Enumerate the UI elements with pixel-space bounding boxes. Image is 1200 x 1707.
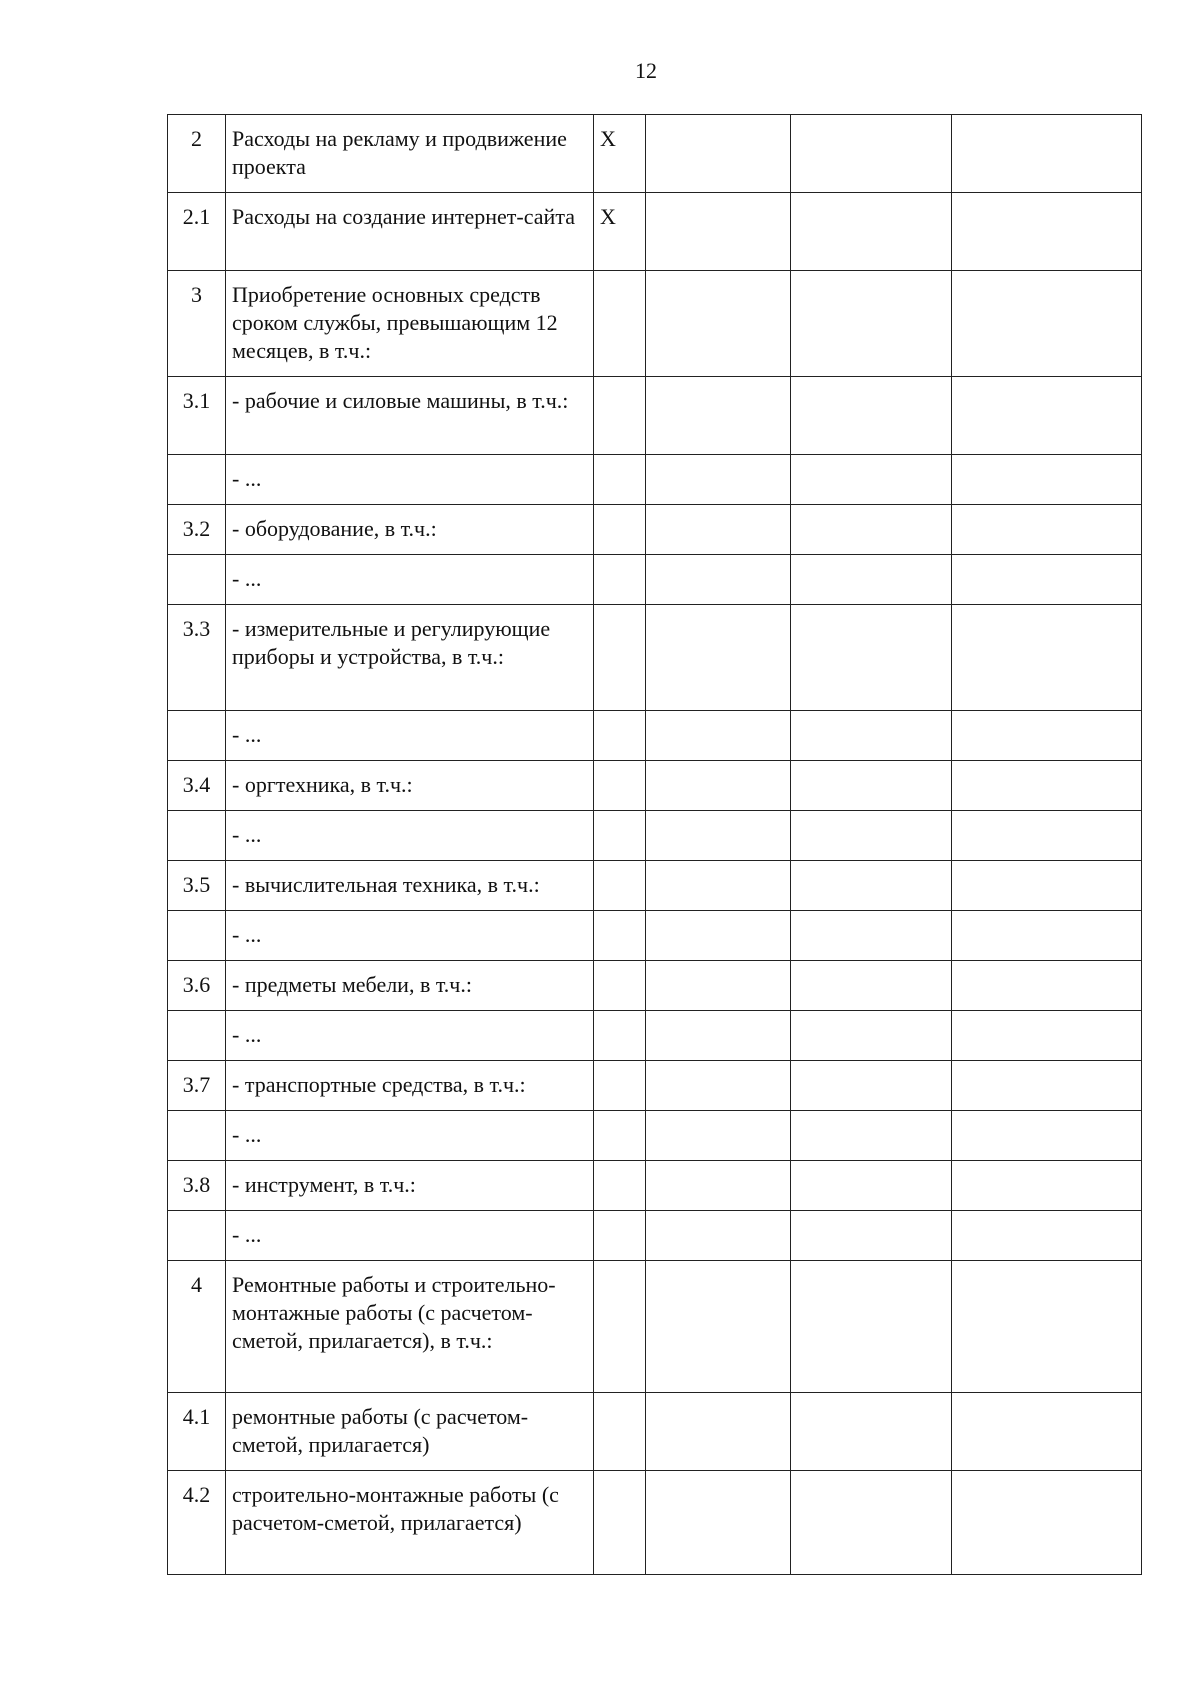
- table-row: [168, 961, 1142, 1011]
- empty-cell: [646, 711, 791, 761]
- row-number-cell: 3.2: [168, 505, 226, 555]
- empty-cell: [646, 1261, 791, 1393]
- empty-cell: [952, 1111, 1142, 1161]
- row-mark-cell: [594, 711, 646, 761]
- empty-cell: [791, 861, 952, 911]
- table-row: [168, 605, 1142, 711]
- empty-cell: [646, 115, 791, 193]
- table-row: [168, 1061, 1142, 1111]
- empty-cell: [791, 711, 952, 761]
- empty-cell: [791, 811, 952, 861]
- empty-cell: [952, 1011, 1142, 1061]
- empty-cell: [791, 1061, 952, 1111]
- empty-cell: [646, 193, 791, 271]
- empty-cell: [952, 861, 1142, 911]
- row-mark-cell: X: [594, 115, 646, 193]
- row-number-cell: [168, 1211, 226, 1261]
- row-mark-cell: [594, 1111, 646, 1161]
- empty-cell: [952, 193, 1142, 271]
- table-row: [168, 455, 1142, 505]
- row-mark-cell: [594, 605, 646, 711]
- row-mark-cell: [594, 861, 646, 911]
- row-number-cell: 3.4: [168, 761, 226, 811]
- row-number-cell: 3: [168, 271, 226, 377]
- empty-cell: [952, 505, 1142, 555]
- empty-cell: [791, 1011, 952, 1061]
- row-number-cell: [168, 555, 226, 605]
- row-number-cell: 3.3: [168, 605, 226, 711]
- table-row: [168, 1261, 1142, 1393]
- empty-cell: [646, 761, 791, 811]
- row-mark-cell: [594, 761, 646, 811]
- empty-cell: [952, 377, 1142, 455]
- row-description-cell: - рабочие и силовые машины, в т.ч.:: [226, 377, 594, 455]
- empty-cell: [646, 271, 791, 377]
- empty-cell: [952, 1393, 1142, 1471]
- empty-cell: [952, 1061, 1142, 1111]
- empty-cell: [646, 811, 791, 861]
- expense-table: [167, 114, 1142, 1575]
- row-number-cell: 2.1: [168, 193, 226, 271]
- table-row: [168, 761, 1142, 811]
- empty-cell: [646, 1011, 791, 1061]
- empty-cell: [791, 505, 952, 555]
- row-description-cell: - оргтехника, в т.ч.:: [226, 761, 594, 811]
- empty-cell: [646, 555, 791, 605]
- empty-cell: [646, 455, 791, 505]
- row-mark-cell: [594, 271, 646, 377]
- row-mark-cell: [594, 961, 646, 1011]
- page-number: 12: [635, 58, 657, 83]
- row-number-cell: 3.6: [168, 961, 226, 1011]
- empty-cell: [791, 193, 952, 271]
- table-row: [168, 711, 1142, 761]
- row-mark-cell: [594, 1393, 646, 1471]
- empty-cell: [646, 861, 791, 911]
- empty-cell: [791, 115, 952, 193]
- row-number-cell: 3.1: [168, 377, 226, 455]
- empty-cell: [646, 961, 791, 1011]
- row-number-cell: [168, 1111, 226, 1161]
- table-row: [168, 271, 1142, 377]
- empty-cell: [646, 1471, 791, 1575]
- empty-cell: [791, 377, 952, 455]
- row-mark-cell: [594, 1211, 646, 1261]
- row-number-cell: 2: [168, 115, 226, 193]
- table-row: [168, 115, 1142, 193]
- empty-cell: [646, 1211, 791, 1261]
- row-number-cell: [168, 1011, 226, 1061]
- table-row: [168, 1111, 1142, 1161]
- row-number-cell: 4.2: [168, 1471, 226, 1575]
- row-number-cell: 3.7: [168, 1061, 226, 1111]
- empty-cell: [791, 555, 952, 605]
- row-description-cell: ремонтные работы (с расчетом-сметой, прилагается): [226, 1393, 594, 1471]
- row-mark-cell: [594, 555, 646, 605]
- empty-cell: [952, 1471, 1142, 1575]
- row-mark-cell: [594, 505, 646, 555]
- row-description-cell: - транспортные средства, в т.ч.:: [226, 1061, 594, 1111]
- empty-cell: [952, 911, 1142, 961]
- row-number-cell: [168, 455, 226, 505]
- empty-cell: [791, 455, 952, 505]
- empty-cell: [646, 377, 791, 455]
- empty-cell: [952, 761, 1142, 811]
- table-row: [168, 1471, 1142, 1575]
- row-number-cell: [168, 811, 226, 861]
- empty-cell: [791, 1471, 952, 1575]
- table-row: [168, 555, 1142, 605]
- empty-cell: [952, 1161, 1142, 1211]
- row-description-cell: - ...: [226, 911, 594, 961]
- empty-cell: [791, 605, 952, 711]
- empty-cell: [952, 455, 1142, 505]
- empty-cell: [646, 1161, 791, 1211]
- row-number-cell: 4: [168, 1261, 226, 1393]
- row-description-cell: - ...: [226, 711, 594, 761]
- row-mark-cell: [594, 377, 646, 455]
- row-description-cell: - ...: [226, 1211, 594, 1261]
- empty-cell: [952, 961, 1142, 1011]
- row-description-cell: - измерительные и регулирующие приборы и устройства, в т.ч.:: [226, 605, 594, 711]
- empty-cell: [952, 1211, 1142, 1261]
- row-description-cell: - ...: [226, 811, 594, 861]
- table-row: [168, 1011, 1142, 1061]
- empty-cell: [791, 1161, 952, 1211]
- row-description-cell: - оборудование, в т.ч.:: [226, 505, 594, 555]
- row-description-cell: - ...: [226, 455, 594, 505]
- row-mark-cell: [594, 811, 646, 861]
- empty-cell: [791, 271, 952, 377]
- empty-cell: [952, 811, 1142, 861]
- table-row: [168, 505, 1142, 555]
- empty-cell: [646, 1393, 791, 1471]
- table-row: [168, 377, 1142, 455]
- table-row: [168, 861, 1142, 911]
- row-description-cell: - вычислительная техника, в т.ч.:: [226, 861, 594, 911]
- row-mark-cell: [594, 455, 646, 505]
- row-number-cell: [168, 911, 226, 961]
- empty-cell: [646, 1061, 791, 1111]
- empty-cell: [791, 761, 952, 811]
- empty-cell: [791, 961, 952, 1011]
- row-mark-cell: [594, 911, 646, 961]
- empty-cell: [952, 555, 1142, 605]
- empty-cell: [646, 911, 791, 961]
- empty-cell: [791, 911, 952, 961]
- empty-cell: [791, 1211, 952, 1261]
- empty-cell: [791, 1111, 952, 1161]
- table-row: [168, 1211, 1142, 1261]
- table-row: [168, 811, 1142, 861]
- table-row: [168, 1161, 1142, 1211]
- empty-cell: [952, 271, 1142, 377]
- empty-cell: [952, 605, 1142, 711]
- empty-cell: [791, 1393, 952, 1471]
- row-mark-cell: [594, 1011, 646, 1061]
- row-description-cell: Приобретение основных средств сроком службы, превышающим 12 месяцев, в т.ч.:: [226, 271, 594, 377]
- table-row: [168, 193, 1142, 271]
- row-number-cell: 3.5: [168, 861, 226, 911]
- empty-cell: [646, 1111, 791, 1161]
- row-description-cell: - предметы мебели, в т.ч.:: [226, 961, 594, 1011]
- empty-cell: [952, 115, 1142, 193]
- row-number-cell: [168, 711, 226, 761]
- row-description-cell: Расходы на создание интернет-сайта: [226, 193, 594, 271]
- empty-cell: [646, 505, 791, 555]
- row-description-cell: Расходы на рекламу и продвижение проекта: [226, 115, 594, 193]
- empty-cell: [646, 605, 791, 711]
- empty-cell: [952, 711, 1142, 761]
- row-description-cell: - ...: [226, 1111, 594, 1161]
- row-description-cell: - ...: [226, 1011, 594, 1061]
- table-row: [168, 1393, 1142, 1471]
- row-mark-cell: [594, 1471, 646, 1575]
- empty-cell: [952, 1261, 1142, 1393]
- row-mark-cell: X: [594, 193, 646, 271]
- row-description-cell: - инструмент, в т.ч.:: [226, 1161, 594, 1211]
- row-description-cell: Ремонтные работы и строительно-монтажные работы (с расчетом-сметой, прилагается), в т.ч.:: [226, 1261, 594, 1393]
- row-number-cell: 4.1: [168, 1393, 226, 1471]
- row-mark-cell: [594, 1261, 646, 1393]
- row-number-cell: 3.8: [168, 1161, 226, 1211]
- row-mark-cell: [594, 1061, 646, 1111]
- row-mark-cell: [594, 1161, 646, 1211]
- empty-cell: [791, 1261, 952, 1393]
- row-description-cell: строительно-монтажные работы (с расчетом-сметой, прилагается): [226, 1471, 594, 1575]
- row-description-cell: - ...: [226, 555, 594, 605]
- table-row: [168, 911, 1142, 961]
